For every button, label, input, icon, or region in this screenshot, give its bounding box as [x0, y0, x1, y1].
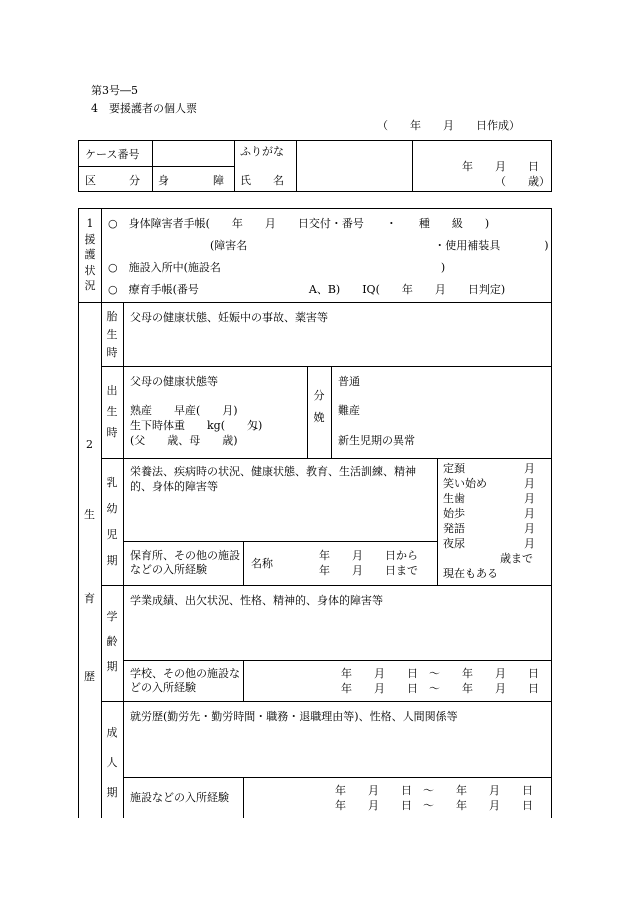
adult-date-range-1[interactable]: 年 月 日 ～ 年 月 日 — [335, 784, 533, 797]
growth-history-char-1: 生 — [84, 508, 95, 521]
rehab-handbook-row[interactable]: ○ 療育手帳(番号 A、B) IQ( 年 月 日判定) — [108, 283, 506, 296]
milestone-unit[interactable]: 月 — [524, 537, 535, 550]
growth-history-char-3: 歴 — [84, 670, 95, 683]
support-status-label: 1 援 護 状 況 — [84, 217, 96, 292]
milestone-unit[interactable]: 月 — [524, 462, 535, 475]
milestone-label: 生歯 — [443, 492, 465, 505]
growth-history-number: 2 — [86, 438, 93, 451]
milestone-unit[interactable]: 月 — [524, 507, 535, 520]
form-number: 第3号―5 — [91, 84, 138, 97]
delivery-label: 分 娩 — [313, 389, 325, 424]
birth-term[interactable]: 熟産 早産( 月) — [130, 404, 238, 417]
milestone-label: 発語 — [443, 522, 465, 535]
adult-label: 成 人 期 — [106, 726, 118, 799]
delivery-normal[interactable]: 普通 — [338, 375, 360, 388]
milestone-unit[interactable]: 月 — [524, 492, 535, 505]
infancy-label: 乳 幼 児 期 — [106, 476, 118, 567]
neonatal-abnormality[interactable]: 新生児期の異常 — [338, 434, 415, 447]
milestone-label: 始歩 — [443, 507, 465, 520]
birth-label: 出 生 時 — [106, 384, 118, 439]
facility-residence-row[interactable]: ○ 施設入所中(施設名 ) — [108, 261, 446, 274]
school-text[interactable]: 学業成績、出欠状況、性格、精神的、身体的障害等 — [130, 594, 383, 607]
form-title: 4 要援護者の個人票 — [91, 102, 197, 115]
prenatal-label: 胎 生 時 — [106, 310, 118, 359]
school-facility-label: 学校、その他の施設などの入所経験 — [130, 667, 240, 694]
infancy-facility-name-label: 名称 — [251, 557, 273, 570]
name-label: 氏 名 — [240, 174, 284, 187]
milestone-unit[interactable]: 月 — [524, 477, 535, 490]
disability-handbook-row[interactable]: ○ 身体障害者手帳( 年 月 日交付・番号 ・ 種 級 ) — [108, 217, 490, 230]
milestone-label: 笑い始め — [443, 477, 487, 490]
milestone-label: 定頚 — [443, 462, 465, 475]
milestone-label: 夜尿 — [443, 537, 465, 550]
adult-date-range-2[interactable]: 年 月 日 ～ 年 月 日 — [335, 799, 533, 812]
school-date-range-1[interactable]: 年 月 日 ～ 年 月 日 — [341, 667, 539, 680]
infancy-facility-from[interactable]: 年 月 日から — [319, 549, 418, 562]
school-label: 学 齢 期 — [106, 610, 118, 673]
birth-date[interactable]: 年 月 日 — [462, 160, 539, 173]
birth-weight[interactable]: 生下時体重 kg( 匁) — [130, 419, 263, 432]
case-number-field[interactable] — [153, 141, 233, 165]
infancy-facility-label: 保育所、その他の施設などの入所経験 — [130, 549, 240, 576]
prenatal-text[interactable]: 父母の健康状態、妊娠中の事故、薬害等 — [130, 311, 328, 324]
bedwetting-current[interactable]: 現在もある — [443, 567, 498, 580]
birth-parent-age[interactable]: (父 歳、母 歳) — [130, 434, 238, 447]
infancy-text[interactable]: 栄養法、疾病時の状況、健康状態、教育、生活訓練、精神的、身体的障害等 — [130, 465, 416, 493]
delivery-difficult[interactable]: 難産 — [338, 404, 360, 417]
growth-history-char-2: 育 — [84, 592, 95, 605]
category-label: 区 分 — [85, 174, 140, 187]
birth-parent-health[interactable]: 父母の健康状態等 — [130, 375, 218, 388]
furigana-label: ふりがな — [240, 145, 284, 158]
milestone-unit[interactable]: 月 — [524, 522, 535, 535]
infancy-facility-to[interactable]: 年 月 日まで — [319, 564, 418, 577]
adult-facility-label: 施設などの入所経験 — [130, 791, 229, 804]
category-value: 身 障 — [158, 174, 224, 187]
name-field[interactable] — [297, 141, 411, 190]
disability-name-row[interactable]: (障害名 ・使用補装具 ) — [210, 239, 549, 252]
created-date[interactable]: （ 年 月 日作成） — [377, 119, 520, 132]
case-number-label: ケース番号 — [85, 148, 140, 161]
age[interactable]: （ 歳） — [495, 175, 550, 188]
bedwetting-until[interactable]: 歳まで — [500, 552, 533, 565]
school-date-range-2[interactable]: 年 月 日 ～ 年 月 日 — [341, 682, 539, 695]
adult-text[interactable]: 就労歴(勤労先・勤労時間・職務・退職理由等)、性格、人間関係等 — [130, 710, 458, 723]
